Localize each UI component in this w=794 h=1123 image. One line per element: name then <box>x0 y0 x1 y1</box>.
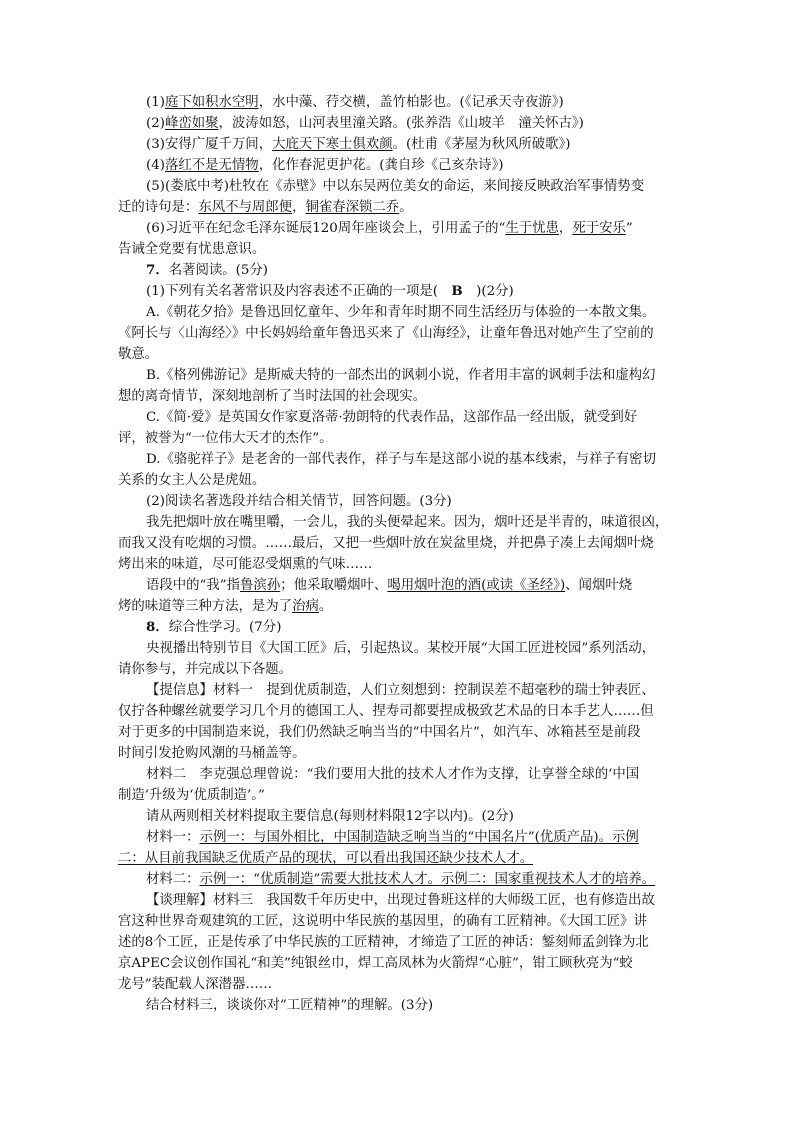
text-line <box>118 239 265 260</box>
text-line <box>118 365 656 386</box>
text-run: ，化作春泥更护花。(龚自珍《己亥杂诗》) <box>258 158 504 173</box>
text-run: 龙号”装配载人深潜器…… <box>118 977 273 992</box>
text-run: 而我又没有吃烟的习惯。……最后，又把一些烟叶放在炭盆里烧，并把鼻子凑上去闻烟叶烧 <box>118 536 654 551</box>
text-line <box>118 470 265 491</box>
text-line <box>118 701 654 722</box>
text-line <box>118 302 655 323</box>
text-line <box>118 932 649 953</box>
text-line <box>118 596 332 617</box>
text-run: ，波涛如怒，山河表里潼关路。(张养浩《山坡羊 潼关怀古》) <box>218 116 584 131</box>
text-run: 关系的女主人公是虎妞。 <box>118 473 266 488</box>
text-run: 、闻烟叶烧 <box>565 578 633 593</box>
text-run: ” <box>625 221 633 236</box>
text-line <box>118 743 305 764</box>
text-run: 。 <box>399 200 413 215</box>
text-line <box>118 953 633 974</box>
text-run: 【提信息】材料一 提到优质制造，人们立刻想到：控制误差不超毫秒的瑞士钟表匠、 <box>146 683 655 698</box>
text-line <box>118 449 656 470</box>
text-run: 材料一： <box>146 830 200 845</box>
text-run: 我先把烟叶放在嘴里嚼，一会儿，我的头便晕起来。因为，烟叶还是半青的，味道很凶， <box>146 515 669 530</box>
text-run: 制造’升级为‘优质制造’。” <box>118 788 265 803</box>
text-line <box>118 827 639 848</box>
text-run: 时间引发抢购风潮的马桶盖等。 <box>118 746 306 761</box>
text-line <box>118 134 570 155</box>
text-run: B.《格列佛游记》是斯威夫特的一部杰出的讽刺小说，作者用丰富的讽刺手法和虚构幻 <box>146 368 656 383</box>
text-run: 宫这种世界奇观建筑的工匠，这说明中华民族的基因里，的确有工匠精神。《大国工匠》讲 <box>118 914 647 929</box>
text-run: )(2分) <box>476 284 514 299</box>
text-run: 告诫全党要有忧患意识。 <box>118 242 266 257</box>
text-run: 。 <box>318 599 333 614</box>
text-run: 央视播出特别节目《大国工匠》后，引起热议。某校开展“大国工匠进校园”系列活动， <box>146 641 656 656</box>
answer-text: 鲁滨孙 <box>240 578 281 593</box>
text-line <box>118 848 533 869</box>
text-line <box>118 785 265 806</box>
bold-text: 7． <box>146 262 169 278</box>
text-run: 《阿长与〈山海经〉》中长妈妈给童年鲁迅买来了《山海经》，让童年鲁迅对她产生了空前的 <box>118 326 654 341</box>
bold-text: B <box>438 283 477 299</box>
text-line <box>118 869 655 890</box>
text-run: 【谈理解】材料三 我国数千年历史中，出现过鲁班这样的大师级工匠，也有修造出故 <box>146 893 655 908</box>
text-run: 结合材料三，谈谈你对“工匠精神”的理解。(3分) <box>146 998 434 1013</box>
answer-text: 死于安乐 <box>572 221 626 236</box>
text-line <box>118 974 272 995</box>
text-run: 京APEC会议创作国礼“和美”纯银丝巾，焊工高凤林为火箭焊“心脏”，钳工顾秋亮为“蛟 <box>118 956 633 971</box>
text-line <box>118 617 281 638</box>
text-line <box>118 995 433 1016</box>
text-run: 对于更多的中国制造来说，我们仍然缺乏响当当的“中国名片”，如汽车、冰箱甚至是前段 <box>118 725 641 740</box>
text-line <box>118 554 372 575</box>
text-run: ；他采取嚼烟叶、 <box>280 578 388 593</box>
answer-text: 示例一：与国外相比，中国制造缺乏响当当的“中国名片”(优质产品)。示例 <box>199 830 639 845</box>
text-run: 名著阅读。(5分) <box>168 263 269 278</box>
answer-text: 喝用烟叶泡的酒(或读《圣经》) <box>387 578 566 593</box>
text-run: (3)安得广厦千万间， <box>146 137 273 152</box>
text-run: (1)下列有关名著常识及内容表述不正确的一项是( <box>146 284 439 299</box>
text-run: 迁的诗句是： <box>118 200 199 215</box>
answer-text: 示例一：“优质制造”需要大批技术人才。示例二：国家重视技术人才的培养。 <box>199 872 656 887</box>
text-line <box>118 281 514 302</box>
text-run: 想的离奇情节，深刻地剖析了当时法国的社会现实。 <box>118 389 426 404</box>
text-run: 材料二 李克强总理曾说：“我们要用大批的技术人才作为支撑，让享誉全球的‘中国 <box>146 767 640 782</box>
text-line <box>118 806 514 827</box>
text-run: 烤出来的味道，尽可能忍受烟熏的气味…… <box>118 557 373 572</box>
text-run: (4) <box>146 158 165 173</box>
bold-text: 8． <box>146 619 169 635</box>
text-line <box>118 344 158 365</box>
text-line <box>118 197 413 218</box>
answer-text: 庭下如积水空明 <box>164 95 259 110</box>
text-line <box>118 890 655 911</box>
text-run: (6)习近平在纪念毛泽东诞辰120周年座谈会上，引用孟子的“ <box>146 221 506 236</box>
text-run: (2)阅读名著选段并结合相关情节，回答问题。(3分) <box>146 494 452 509</box>
text-line <box>118 911 647 932</box>
answer-text: 生于忧患 <box>505 221 559 236</box>
text-run: 综合性学习。(7分) <box>168 620 282 635</box>
text-line <box>118 512 668 533</box>
text-run: 语段中的“我”指 <box>146 578 241 593</box>
text-run: (2) <box>146 116 165 131</box>
text-line <box>118 638 655 659</box>
text-run: (5)(娄底中考)杜牧在《赤壁》中以东吴两位美女的命运，来间接反映政治军事情势变 <box>146 179 645 194</box>
text-line <box>118 722 641 743</box>
text-line <box>118 92 564 113</box>
text-line <box>118 575 632 596</box>
text-run: D.《骆驼祥子》是老舍的一部代表作，祥子与车是这部小说的基本线索，与祥子有密切 <box>146 452 656 467</box>
text-run: 敬意。 <box>118 347 159 362</box>
text-line <box>118 680 655 701</box>
answer-text: 东风不与周郎便 <box>198 200 293 215</box>
text-run: 请从两则相关材料提取主要信息(每则材料限12字以内)。(2分) <box>146 809 514 824</box>
text-line <box>118 764 639 785</box>
text-line <box>118 491 452 512</box>
text-line <box>118 386 426 407</box>
answer-text: 二：从目前我国缺乏优质产品的现状，可以看出我国还缺少技术人才。 <box>118 851 534 866</box>
text-line <box>118 407 637 428</box>
text-line <box>118 218 633 239</box>
text-run: ，水中藻、荇交横，盖竹柏影也。(《记承天寺夜游》) <box>258 95 564 110</box>
text-line <box>118 659 292 680</box>
text-line <box>118 155 503 176</box>
text-run: 仅拧各种螺丝就要学习几个月的德国工人、捏寿司都要捏成极致艺术品的日本手艺人……但 <box>118 704 654 719</box>
answer-text: 落红不是无情物 <box>164 158 259 173</box>
answer-text: 治病 <box>292 599 319 614</box>
answer-text: 铜雀春深锁二乔 <box>305 200 400 215</box>
text-run: 材料二： <box>146 872 200 887</box>
text-run: 评，被誉为“一位伟大天才的杰作”。 <box>118 431 333 446</box>
text-run: ， <box>558 221 573 236</box>
text-run: ， <box>292 200 306 215</box>
text-line <box>118 533 654 554</box>
text-line <box>118 113 584 134</box>
text-line <box>118 323 654 344</box>
text-run: (1) <box>146 95 165 110</box>
answer-text: 大庇天下寒士俱欢颜 <box>272 137 393 152</box>
text-run: 烤的味道等三种方法，是为了 <box>118 599 293 614</box>
text-run: A.《朝花夕拾》是鲁迅回忆童年、少年和青年时期不同生活经历与体验的一本散文集。 <box>146 305 656 320</box>
text-run: 述的8个工匠，正是传承了中华民族的工匠精神，才缔造了工匠的神话：錾刻师孟剑锋为北 <box>118 935 649 950</box>
answer-text: 峰峦如聚 <box>164 116 219 131</box>
text-run: 。(杜甫《茅屋为秋风所破歌》) <box>392 137 571 152</box>
text-run: 请你参与，并完成以下各题。 <box>118 662 293 677</box>
text-line <box>118 428 333 449</box>
text-run: C.《简·爱》是英国女作家夏洛蒂·勃朗特的代表作品，这部作品一经出版，就受到好 <box>146 410 638 425</box>
text-line <box>118 176 644 197</box>
text-line <box>118 260 268 281</box>
